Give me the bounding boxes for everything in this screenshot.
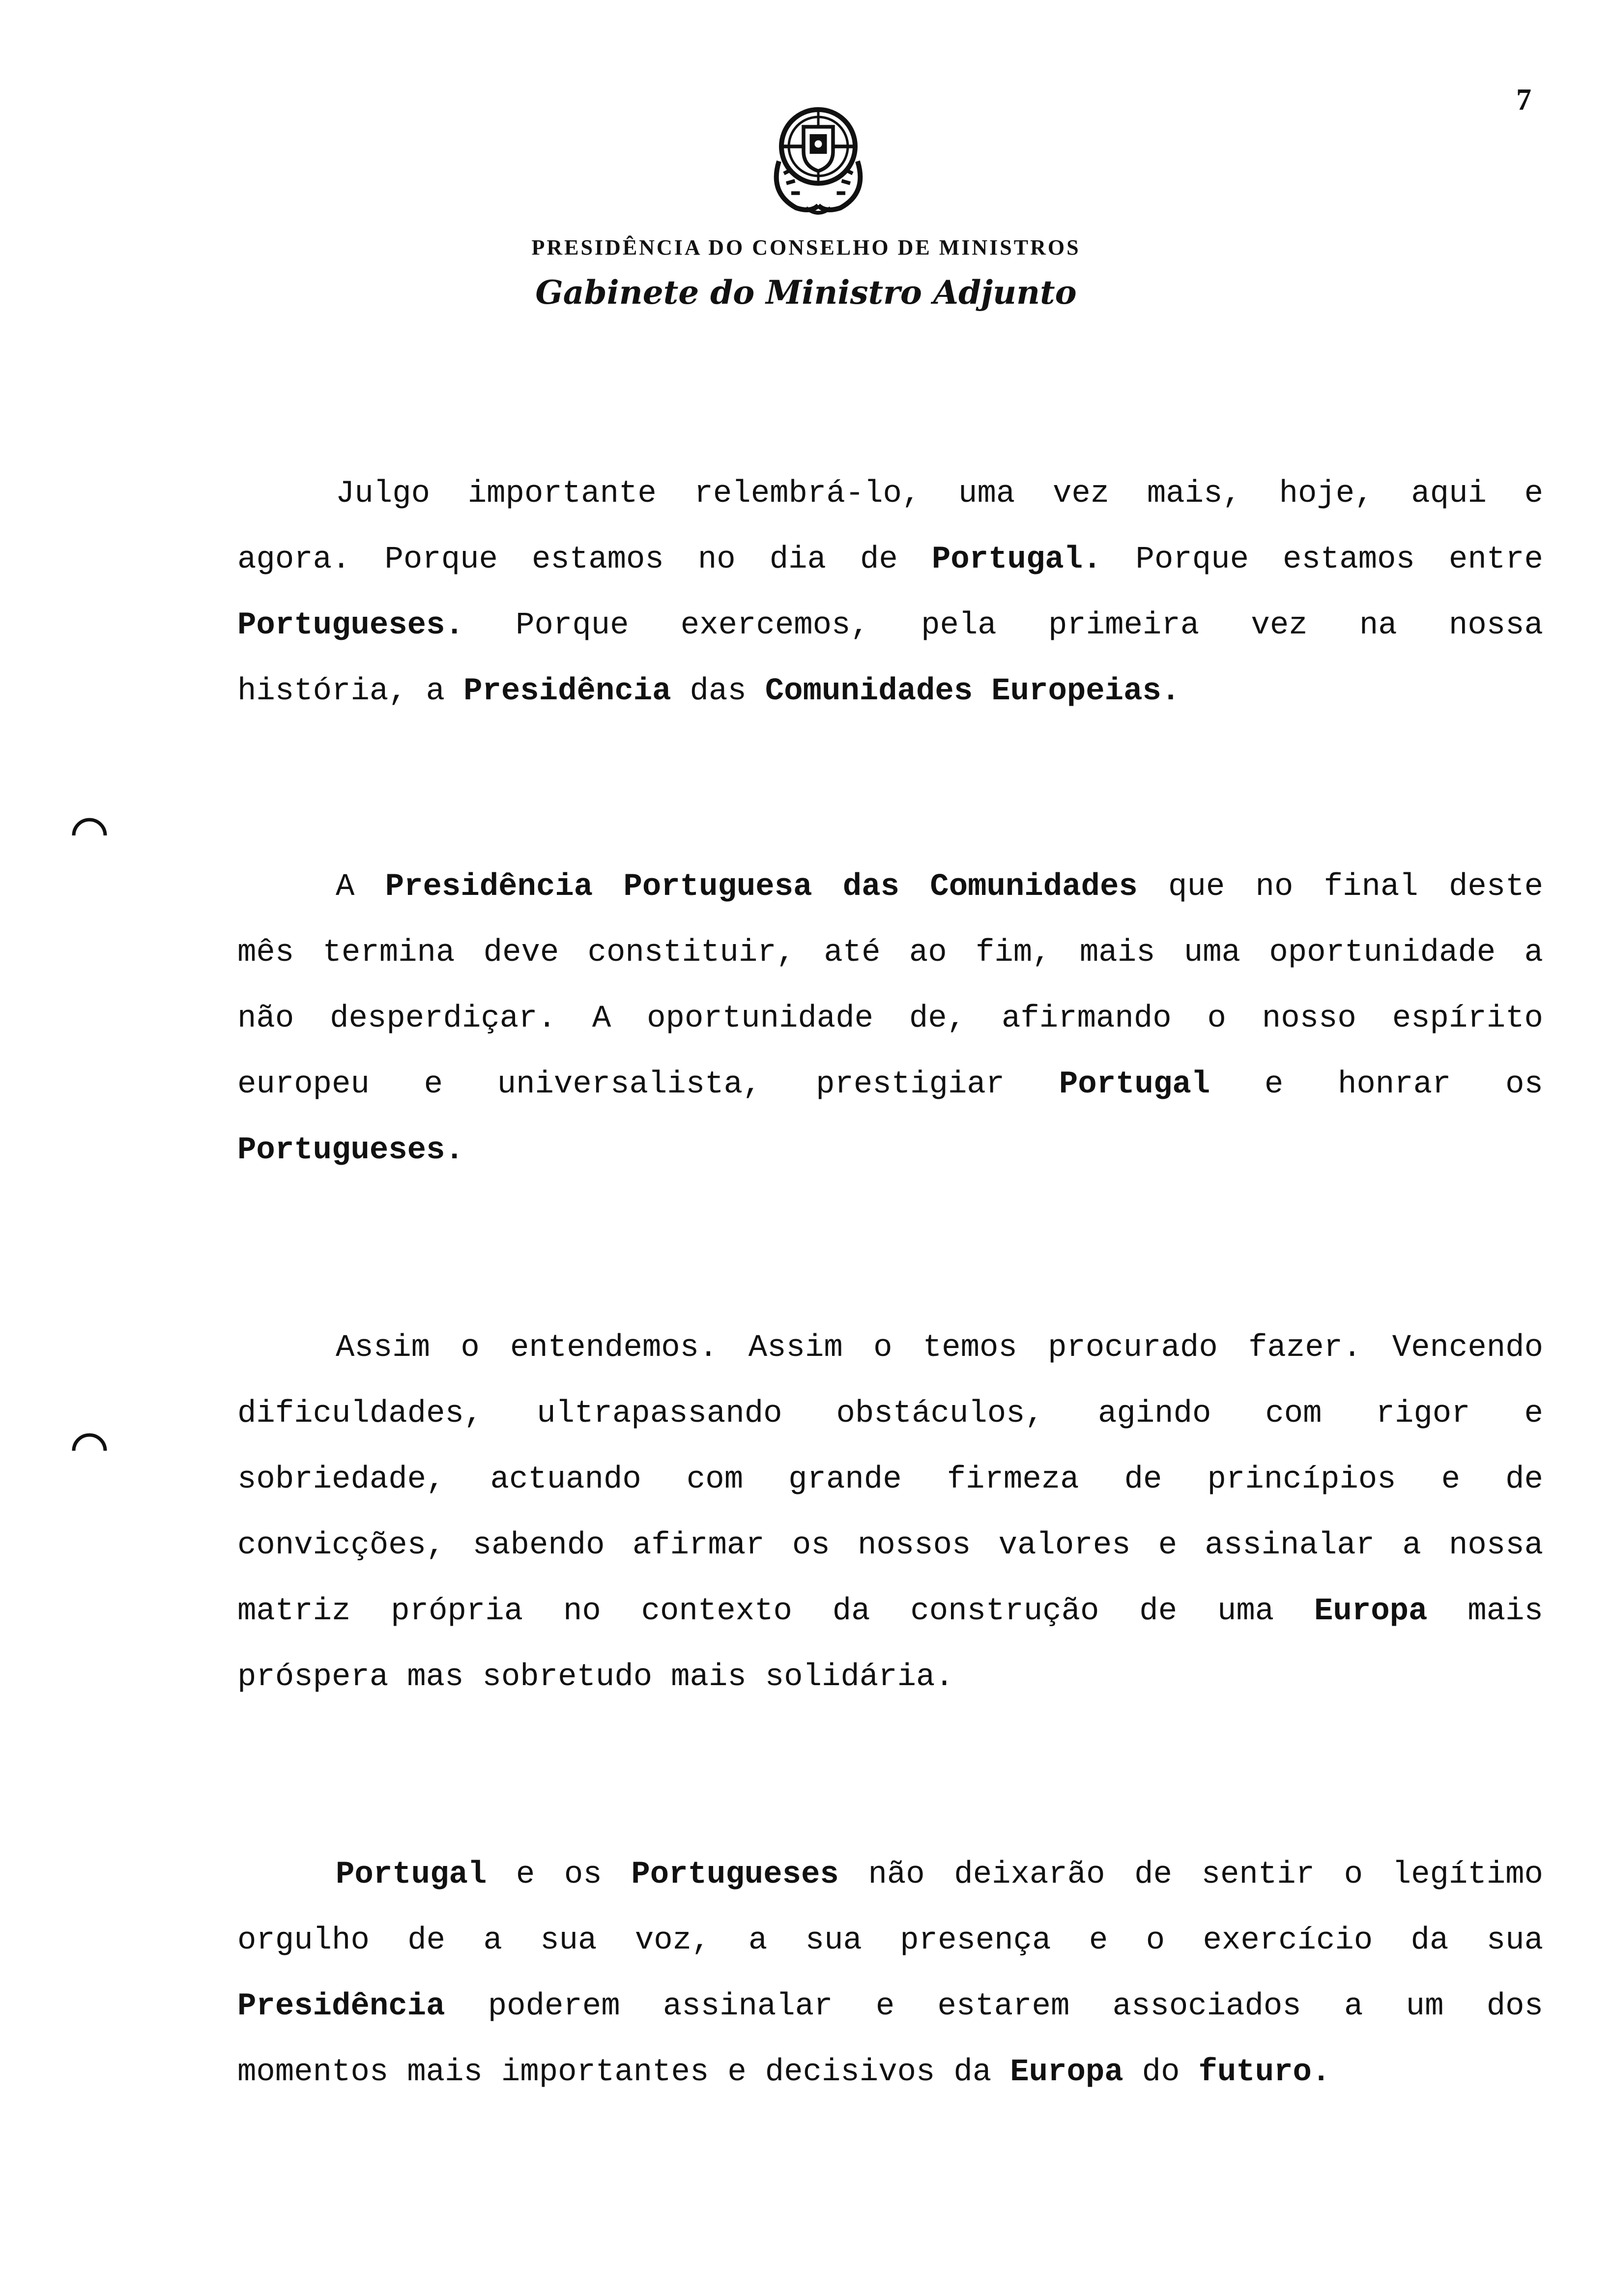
text-line [237, 1052, 1543, 1118]
word: Porque [1135, 542, 1249, 577]
text-line [237, 1447, 1543, 1513]
word: nossa [1448, 608, 1543, 643]
word: pela [921, 608, 997, 643]
word: no [697, 542, 736, 577]
text-line [237, 2039, 1543, 2105]
word: sobriedade, [237, 1462, 445, 1497]
word: mais [1468, 1594, 1543, 1629]
word: final [1324, 869, 1418, 905]
word: matriz [237, 1594, 351, 1629]
word: não [868, 1857, 925, 1893]
text-line [237, 1118, 1543, 1183]
text-line [237, 1644, 1543, 1710]
word: e [424, 1067, 443, 1102]
text-line [237, 1381, 1543, 1447]
word: de [1124, 1462, 1162, 1497]
word: universalista, [497, 1067, 762, 1102]
word: Julgo [336, 476, 431, 512]
word: Europa [1314, 1594, 1428, 1629]
word: sabendo [472, 1528, 605, 1563]
word: nosso [1262, 1001, 1356, 1036]
word: honrar [1337, 1067, 1451, 1102]
text-line [237, 1578, 1543, 1644]
word: a [748, 1923, 768, 1958]
word: e [516, 1857, 535, 1893]
word: de, [909, 1001, 966, 1036]
word: Europeias. [991, 674, 1180, 709]
word: oportunidade [1269, 935, 1496, 971]
word: relembrá-lo, [694, 476, 921, 512]
word: Comunidades [765, 674, 973, 709]
word: a [1344, 1989, 1363, 2024]
word: de [1134, 1857, 1172, 1893]
word: importante [467, 476, 657, 512]
text-line [237, 593, 1543, 659]
word: Porque [384, 542, 498, 577]
paragraph [237, 1315, 1543, 1710]
text-line [237, 920, 1543, 986]
word: contexto [641, 1594, 792, 1629]
text-line [237, 659, 1543, 724]
word: da [832, 1594, 870, 1629]
word: e [1524, 1396, 1543, 1432]
word: os [564, 1857, 602, 1893]
word: estamos [1283, 542, 1415, 577]
word: Portugueses. [237, 608, 464, 643]
word: o [1146, 1923, 1165, 1958]
word: oportunidade [647, 1001, 873, 1036]
word: solidária. [765, 1660, 954, 1695]
word: entre [1448, 542, 1543, 577]
word: exercício [1203, 1923, 1373, 1958]
word: momentos [237, 2055, 389, 2090]
word: os [792, 1528, 830, 1563]
word: e [727, 2055, 747, 2090]
word: ao [909, 935, 947, 971]
word: Portugal [1059, 1067, 1210, 1102]
punch-hole-mark [70, 810, 109, 849]
word: não [237, 1001, 294, 1036]
word: afirmando [1001, 1001, 1172, 1036]
word: Europa [1010, 2055, 1123, 2090]
word: no [1255, 869, 1294, 905]
word: um [1406, 1989, 1444, 2024]
word: exercemos, [680, 608, 869, 643]
word: mais [1079, 935, 1155, 971]
word: sobretudo [482, 1660, 653, 1695]
word: A [336, 869, 355, 905]
word: Presidência [237, 1989, 445, 2024]
word: Porque [516, 608, 629, 643]
word: o [461, 1330, 480, 1366]
word: assinalar [662, 1989, 833, 2024]
word: próspera [237, 1660, 389, 1695]
word: dia [769, 542, 826, 577]
page-number: 7 [1516, 83, 1531, 116]
word: Presidência [463, 674, 671, 709]
word: no [563, 1594, 601, 1629]
text-line [237, 986, 1543, 1052]
word: e [1264, 1067, 1284, 1102]
word: mês [237, 935, 294, 971]
word: o [873, 1330, 892, 1366]
word: sentir [1201, 1857, 1315, 1893]
word: primeira [1048, 608, 1200, 643]
word: das [842, 869, 899, 905]
word: agora. [237, 542, 351, 577]
word: e [1089, 1923, 1108, 1958]
text-line [237, 1842, 1543, 1908]
word: uma [958, 476, 1015, 512]
word: a [426, 674, 445, 709]
word: deve [483, 935, 559, 971]
word: rigor [1376, 1396, 1470, 1432]
word: temos [922, 1330, 1017, 1366]
word: e [1158, 1528, 1178, 1563]
word: hoje, [1279, 476, 1374, 512]
word: nossa [1448, 1528, 1543, 1563]
word: desperdiçar. [330, 1001, 556, 1036]
word: com [1265, 1396, 1322, 1432]
word: Presidência [385, 869, 593, 905]
word: mais [407, 2055, 483, 2090]
word: espírito [1392, 1001, 1543, 1036]
word: termina [322, 935, 455, 971]
word: a [483, 1923, 502, 1958]
word: de [407, 1923, 446, 1958]
word: da [953, 2055, 992, 2090]
word: própria [391, 1594, 523, 1629]
word: importantes [501, 2055, 709, 2090]
letterhead-organization: PRESIDÊNCIA DO CONSELHO DE MINISTROS [531, 235, 1081, 259]
word: princípios [1207, 1462, 1396, 1497]
word: estarem [937, 1989, 1070, 2024]
word: vez [1251, 608, 1308, 643]
word: deixarão [954, 1857, 1105, 1893]
text-line [237, 1908, 1543, 1974]
paragraph [237, 461, 1543, 724]
word: da [1410, 1923, 1449, 1958]
word: até [824, 935, 881, 971]
word: Assim [336, 1330, 431, 1366]
word: voz, [634, 1923, 711, 1958]
word: agindo [1097, 1396, 1211, 1432]
word: poderem [488, 1989, 620, 2024]
word: com [686, 1462, 744, 1497]
word: sua [805, 1923, 862, 1958]
word: construção [910, 1594, 1099, 1629]
portuguese-coat-of-arms-icon [757, 97, 880, 220]
word: convicções, [237, 1528, 445, 1563]
word: dos [1486, 1989, 1543, 2024]
word: mais, [1147, 476, 1241, 512]
word: fazer. [1248, 1330, 1362, 1366]
word: associados [1112, 1989, 1301, 2024]
word: e [875, 1989, 895, 2024]
paragraph [237, 1842, 1543, 2105]
word: estamos [531, 542, 664, 577]
word: e [1524, 476, 1543, 512]
word: prestigiar [816, 1067, 1005, 1102]
word: assinalar [1205, 1528, 1375, 1563]
word: orgulho [237, 1923, 370, 1958]
word: Vencendo [1392, 1330, 1543, 1366]
word: dificuldades, [237, 1396, 483, 1432]
text-line [237, 461, 1543, 527]
word: Portugal [336, 1857, 487, 1893]
word: legítimo [1392, 1857, 1543, 1893]
word: presença [900, 1923, 1051, 1958]
word: o [1344, 1857, 1363, 1893]
word: a [1402, 1528, 1421, 1563]
word: firmeza [947, 1462, 1079, 1497]
word: do [1142, 2055, 1180, 2090]
word: Portugueses [631, 1857, 839, 1893]
word: que [1168, 869, 1225, 905]
word: fim, [975, 935, 1051, 971]
word: Assim [748, 1330, 843, 1366]
word: A [592, 1001, 611, 1036]
word: história, [237, 674, 407, 709]
word: europeu [237, 1067, 370, 1102]
word: Portugueses. [237, 1133, 464, 1168]
word: deste [1448, 869, 1543, 905]
text-line [237, 1974, 1543, 2039]
word: sua [540, 1923, 597, 1958]
word: afirmar [632, 1528, 765, 1563]
text-line [237, 854, 1543, 920]
word: de [1139, 1594, 1178, 1629]
word: de [1505, 1462, 1543, 1497]
punch-hole-mark [70, 1425, 109, 1464]
paragraph [237, 854, 1543, 1183]
word: mas [407, 1660, 464, 1695]
word: a [1524, 935, 1543, 971]
word: entendemos. [510, 1330, 718, 1366]
word: grande [788, 1462, 902, 1497]
text-line [237, 1315, 1543, 1381]
word: de [860, 542, 898, 577]
word: Comunidades [930, 869, 1138, 905]
word: futuro. [1198, 2055, 1331, 2090]
text-line [237, 1513, 1543, 1578]
word: Portuguesa [623, 869, 812, 905]
word: Portugal. [931, 542, 1102, 577]
word: constituir, [587, 935, 796, 971]
word: os [1505, 1067, 1543, 1102]
word: ultrapassando [537, 1396, 782, 1432]
word: obstáculos, [836, 1396, 1044, 1432]
word: valores [998, 1528, 1131, 1563]
word: mais [671, 1660, 747, 1695]
word: decisivos [765, 2055, 935, 2090]
word: das [690, 674, 747, 709]
word: na [1359, 608, 1397, 643]
word: aqui [1411, 476, 1487, 512]
text-line [237, 527, 1543, 593]
letterhead-cabinet: Gabinete do Ministro Adjunto [535, 273, 1077, 312]
word: actuando [490, 1462, 641, 1497]
word: nossos [857, 1528, 971, 1563]
word: uma [1217, 1594, 1274, 1629]
word: o [1207, 1001, 1226, 1036]
word: uma [1183, 935, 1241, 971]
word: sua [1486, 1923, 1543, 1958]
word: vez [1052, 476, 1110, 512]
word: e [1441, 1462, 1461, 1497]
word: procurado [1048, 1330, 1218, 1366]
